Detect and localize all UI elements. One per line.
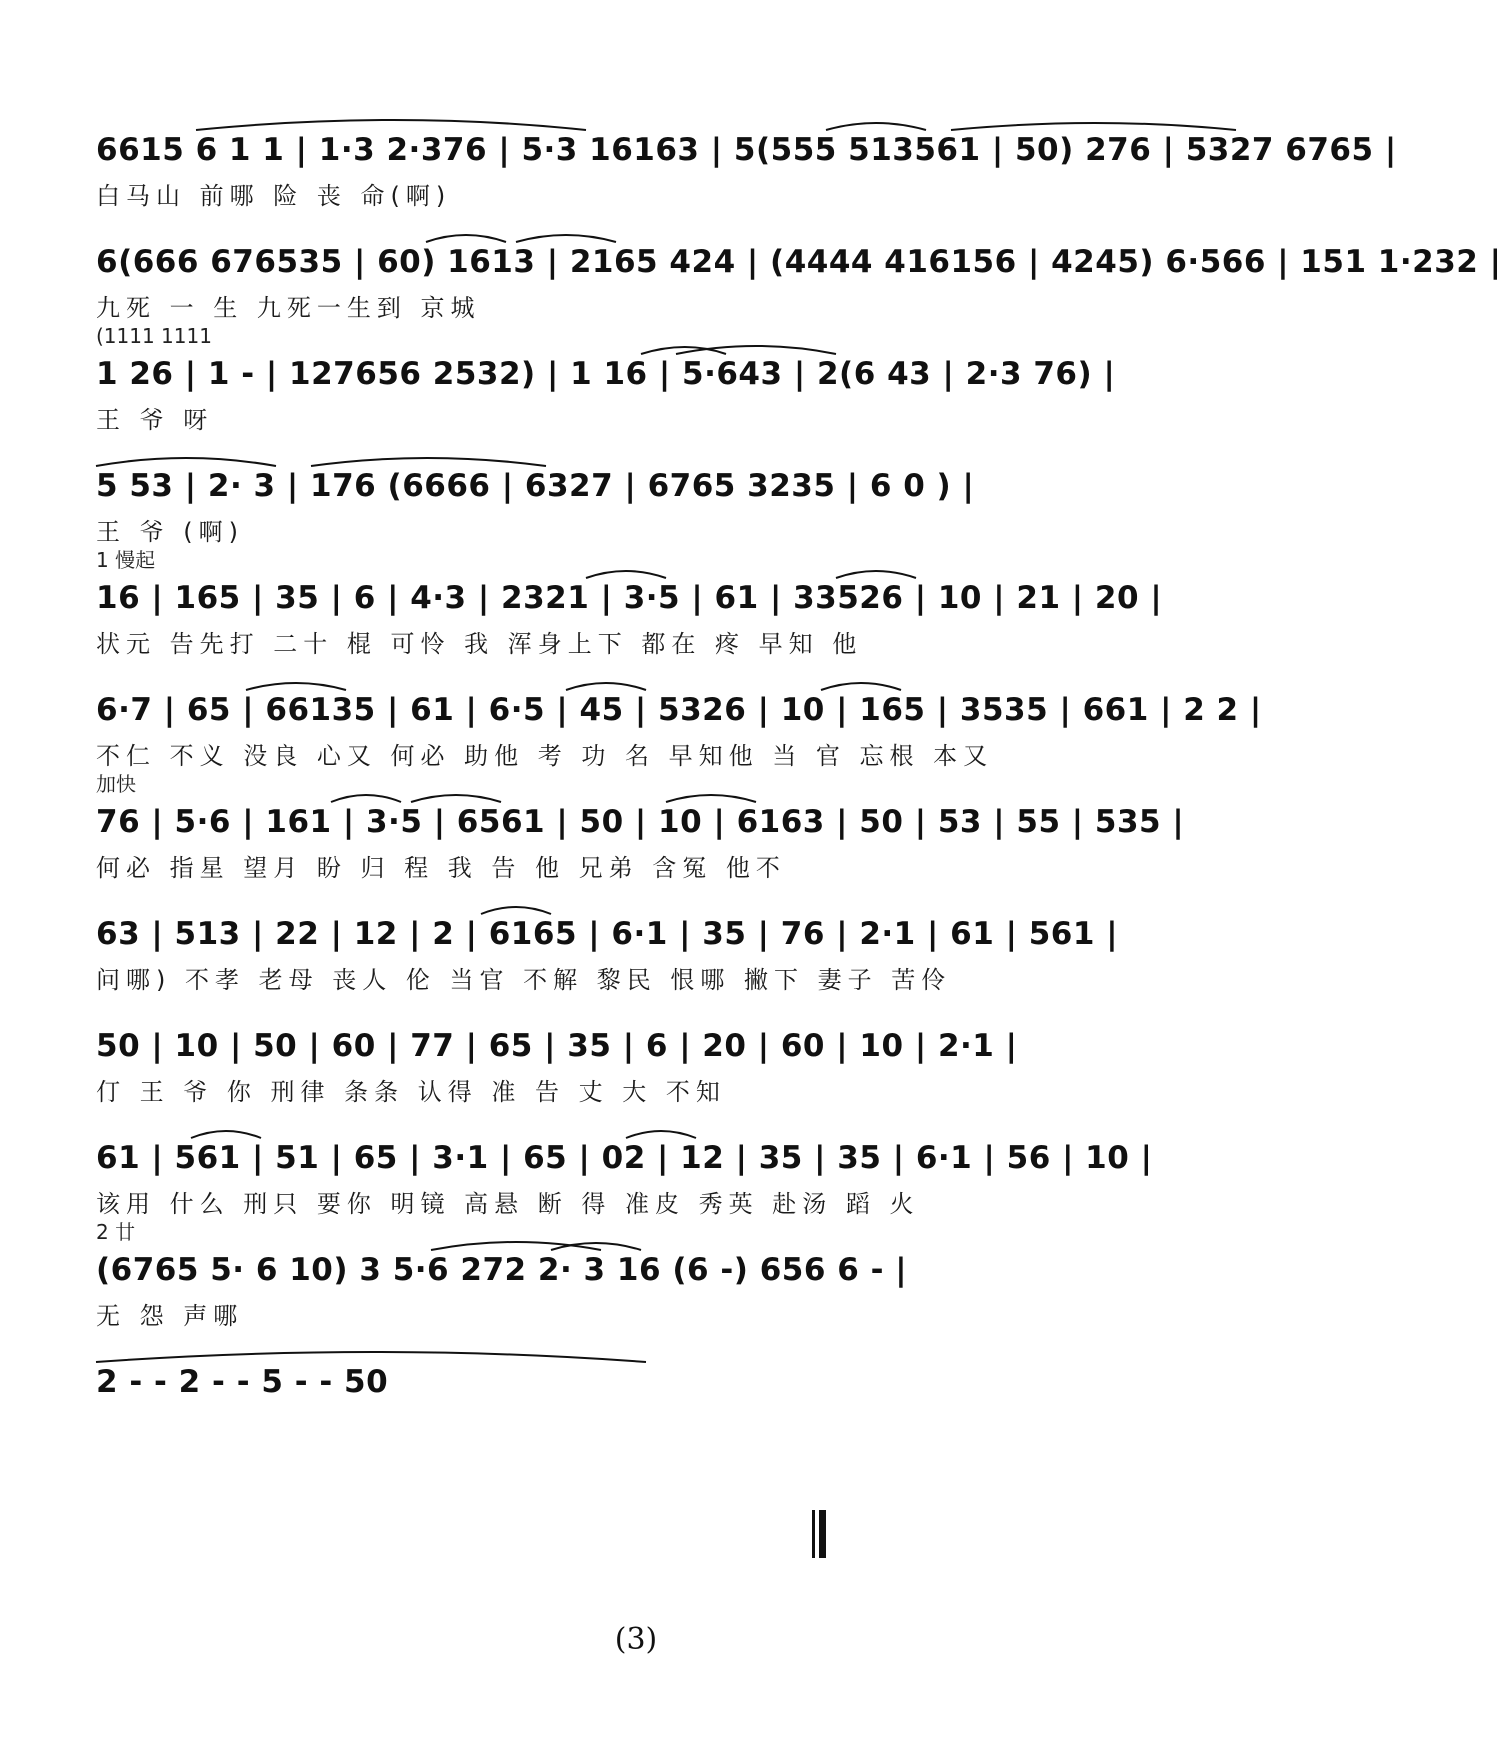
system-marks <box>96 1330 1186 1358</box>
system-marks: 加快 <box>96 772 136 796</box>
jianpu-notes: 6(666 676535 | 60) 1613 | 2165 424 | (4444 416156 | 4245) 6·566 | 151 1·232 | <box>96 244 1501 280</box>
lyrics-line: 王 爷 (啊) <box>96 518 244 546</box>
lyrics-line: 无 怨 声哪 <box>96 1302 244 1330</box>
system-marks <box>96 994 1186 1022</box>
lyrics-line: 状元 告先打 二十 棍 可怜 我 浑身上下 都在 疼 早知 他 <box>96 630 863 658</box>
system-marks <box>96 210 1186 238</box>
jianpu-notes: 61 | 561 | 51 | 65 | 3·1 | 65 | 02 | 12 | 35 | 35 | 6·1 | 56 | 10 | <box>96 1140 1153 1176</box>
lyrics-line: 王 爷 呀 <box>96 406 214 434</box>
jianpu-notes: 6615 6 1 1 | 1·3 2·376 | 5·3 16163 | 5(555 513561 | 50) 276 | 5327 6765 | <box>96 132 1397 168</box>
lyrics-line: 该用 什么 刑只 要你 明镜 高悬 断 得 准皮 秀英 赴汤 蹈 火 <box>96 1190 920 1218</box>
final-barline <box>812 1510 826 1558</box>
lyrics-line: 仃 王 爷 你 刑律 条条 认得 准 告 丈 大 不知 <box>96 1078 726 1106</box>
jianpu-notes: 63 | 513 | 22 | 12 | 2 | 6165 | 6·1 | 35 | 76 | 2·1 | 61 | 561 | <box>96 916 1119 952</box>
system-marks <box>96 882 1186 910</box>
system-marks: (1111 1111 <box>96 324 212 348</box>
system-marks <box>96 658 1186 686</box>
jianpu-notes: 16 | 165 | 35 | 6 | 4·3 | 2321 | 3·5 | 61 | 33526 | 10 | 21 | 20 | <box>96 580 1163 616</box>
jianpu-notes: 1 26 | 1 - | 127656 2532) | 1 16 | 5·643 | 2(6 43 | 2·3 76) | <box>96 356 1116 392</box>
lyrics-line <box>96 1412 1186 1444</box>
lyrics-line: 不仁 不义 没良 心又 何必 助他 考 功 名 早知他 当 官 忘根 本又 <box>96 742 994 770</box>
lyrics-line: 问哪) 不孝 老母 丧人 伦 当官 不解 黎民 恨哪 撇下 妻子 苦伶 <box>96 966 952 994</box>
jianpu-notes: 6·7 | 65 | 66135 | 61 | 6·5 | 45 | 5326 | 10 | 165 | 3535 | 661 | 2 2 | <box>96 692 1262 728</box>
jianpu-notes: (6765 5· 6 10) 3 5·6 272 2· 3 16 (6 -) 656 6 - | <box>96 1252 908 1288</box>
system-marks <box>96 434 1186 462</box>
lyrics-line: 白马山 前哪 险 丧 命(啊) <box>96 182 452 210</box>
jianpu-notes: 50 | 10 | 50 | 60 | 77 | 65 | 35 | 6 | 20 | 60 | 10 | 2·1 | <box>96 1028 1018 1064</box>
system-marks: 2 廿 <box>96 1220 136 1244</box>
system-marks <box>96 1106 1186 1134</box>
page-number: (3) <box>614 1622 658 1657</box>
jianpu-notes: 5 53 | 2· 3 | 176 (6666 | 6327 | 6765 3235 | 6 0 ) | <box>96 468 975 504</box>
lyrics-line: 九死 一 生 九死一生到 京城 <box>96 294 481 322</box>
jianpu-notes: 2 - - 2 - - 5 - - 50 <box>96 1364 389 1400</box>
system-marks: 1 慢起 <box>96 548 156 572</box>
music-system-12 <box>96 1360 1186 1470</box>
lyrics-line: 何必 指星 望月 盼 归 程 我 告 他 兄弟 含冤 他不 <box>96 854 786 882</box>
jianpu-notes: 76 | 5·6 | 161 | 3·5 | 6561 | 50 | 10 | 6163 | 50 | 53 | 55 | 535 | <box>96 804 1185 840</box>
system-marks <box>96 98 1186 126</box>
